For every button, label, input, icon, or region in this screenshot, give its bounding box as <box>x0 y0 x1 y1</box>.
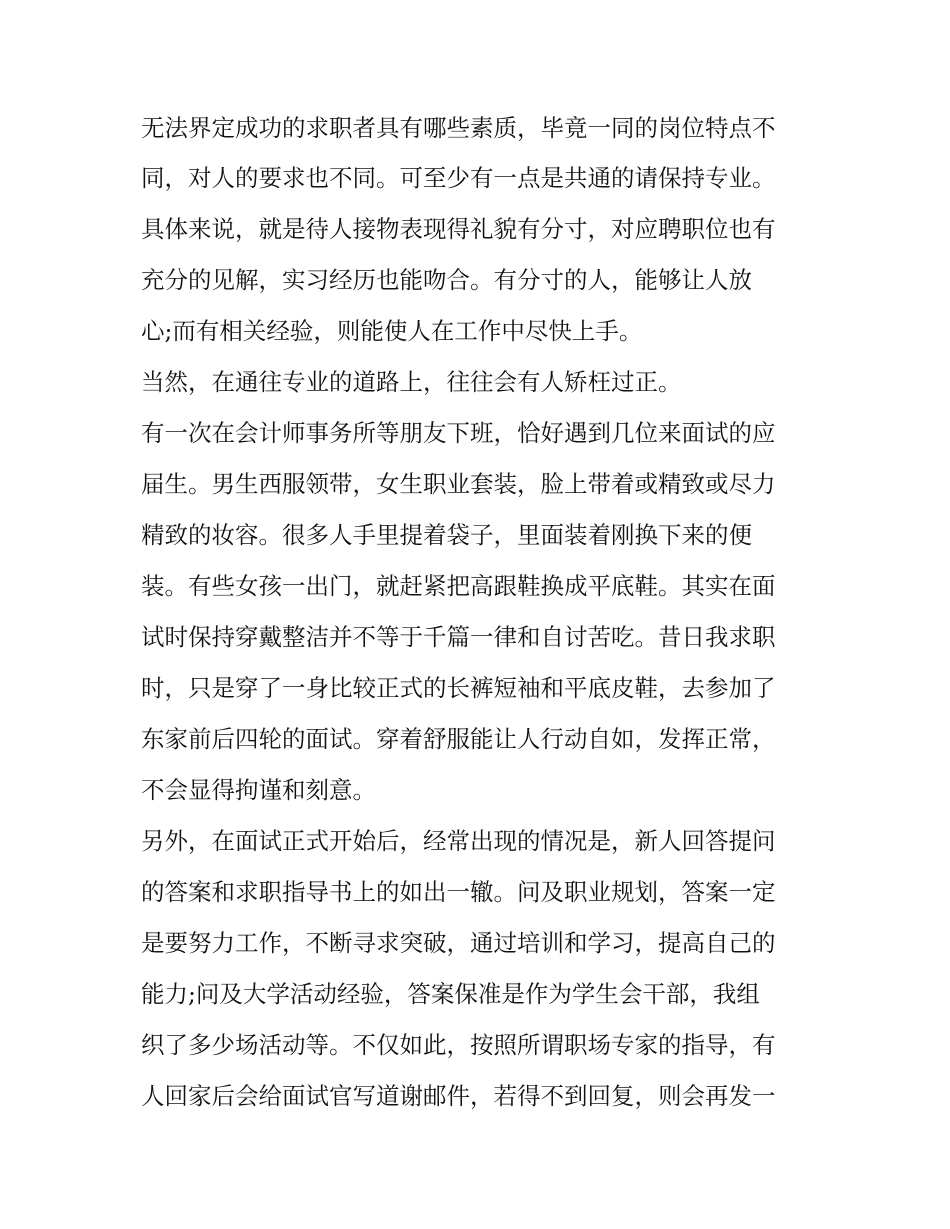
text-line: 东家前后四轮的面试。穿着舒服能让人行动自如，发挥正常， <box>141 725 776 753</box>
text-line: 当然，在通往专业的道路上，往往会有人矫枉过正。 <box>141 368 682 396</box>
text-line: 人回家后会给面试官写道谢邮件，若得不到回复，则会再发一 <box>141 1082 776 1110</box>
text-line: 时，只是穿了一身比较正式的长裤短袖和平底皮鞋，去参加了 <box>141 674 776 702</box>
text-line: 不会显得拘谨和刻意。 <box>141 776 376 804</box>
text-line: 精致的妆容。很多人手里提着袋子，里面装着刚换下来的便 <box>141 521 752 549</box>
text-line: 有一次在会计师事务所等朋友下班，恰好遇到几位来面试的应 <box>141 419 776 447</box>
text-line: 能力;问及大学活动经验，答案保准是作为学生会干部，我组 <box>141 980 760 1008</box>
text-line: 无法界定成功的求职者具有哪些素质，毕竟一同的岗位特点不 <box>141 114 776 142</box>
text-line: 届生。男生西服领带，女生职业套装，脸上带着或精致或尽力 <box>141 470 776 498</box>
text-line: 具体来说，就是待人接物表现得礼貌有分寸，对应聘职位也有 <box>141 215 776 243</box>
text-line: 装。有些女孩一出门，就赶紧把高跟鞋换成平底鞋。其实在面 <box>141 572 776 600</box>
text-line: 另外，在面试正式开始后，经常出现的情况是，新人回答提问 <box>141 827 776 855</box>
text-line: 同，对人的要求也不同。可至少有一点是共通的请保持专业。 <box>141 164 776 192</box>
text-line: 心;而有相关经验，则能使人在工作中尽快上手。 <box>141 317 643 345</box>
text-line: 织了多少场活动等。不仅如此，按照所谓职场专家的指导，有 <box>141 1031 776 1059</box>
text-line: 的答案和求职指导书上的如出一辙。问及职业规划，答案一定 <box>141 878 776 906</box>
text-line: 充分的见解，实习经历也能吻合。有分寸的人，能够让人放 <box>141 266 752 294</box>
text-line: 试时保持穿戴整洁并不等于千篇一律和自讨苦吃。昔日我求职 <box>141 623 776 651</box>
text-line: 是要努力工作，不断寻求突破，通过培训和学习，提高自己的 <box>141 929 776 957</box>
